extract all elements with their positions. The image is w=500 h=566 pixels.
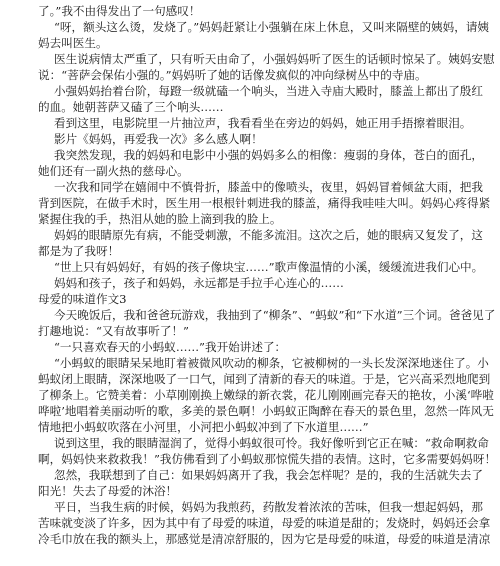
text-line: 她们还有一副火热的慈母心。 — [38, 164, 189, 178]
text-line: 平日，当我生病的时候，妈妈为我煎药，药散发着浓浓的苦味，但我一想起妈妈，那 — [54, 500, 483, 514]
text-line: 今天晚饭后，我和爸爸玩游戏，我抽到了“柳条”、“蚂蚁”和“下水道”三个词。爸爸见了 — [54, 308, 496, 322]
text-line: 打趣地说：“又有故事听了！” — [38, 324, 189, 338]
text-line: 我突然发现，我的妈妈和电影中小强的妈妈多么的相像：瘦弱的身体，苍白的面孔， — [54, 148, 483, 162]
text-line: 了柳条上。它赞美着：小草刚刚换上嫩绿的新衣裳，花儿刚刚画完春天的艳妆，小溪‘哗啦 — [38, 388, 494, 402]
text-line: 小强妈妈抬着台阶，每蹬一级就磕一个响头，当进入寺庙大殿时，膝盖上都出了殷红 — [54, 84, 483, 98]
text-line: 妈去叫医生。 — [38, 36, 108, 50]
text-line: 冷毛巾放在我的额头上，那感觉是清凉舒服的，因为它是母爱的味道，母爱的味道是清凉 — [38, 532, 491, 546]
text-line: 说到这里，我的眼睛湿润了，觉得小蚂蚁很可怜。我好像听到它正在喊：“救命啊救命 — [54, 436, 489, 450]
text-line: “世上只有妈妈好，有妈的孩子像块宝……”歌声像温情的小溪，缓缓流进我们心中。 — [54, 260, 484, 274]
text-line: 说：“菩萨会保佑小强的。”妈妈听了她的话像发疯似的冲向绿树丛中的寺庙。 — [38, 68, 427, 82]
text-line: 了。”我不由得发出了一句感叹！ — [38, 4, 201, 18]
text-line: 都是为了我呀！ — [38, 244, 120, 258]
text-line: 紧握住我的手，热泪从她的脸上滴到我的脸上。 — [38, 212, 282, 226]
text-line: 妈妈和孩子，孩子和妈妈，永远都是手拉手心连心的…… — [54, 276, 344, 290]
text-line: 一次我和同学在嬉闹中不慎骨折，膝盖中的像喷头，夜里，妈妈冒着倾盆大雨，把我 — [54, 180, 483, 194]
text-line: 影片《妈妈，再爱我一次》多么感人啊！ — [54, 132, 263, 146]
text-line: 苦味就变淡了许多，因为其中有了母爱的味道，母爱的味道是甜的；发烧时，妈妈还会拿 — [38, 516, 491, 530]
text-line: 看到这里，电影院里一片抽泣声，我看看坐在旁边的妈妈，她正用手捂擦着眼泪。 — [54, 116, 472, 130]
text-line: 背到医院，在做手术时，医生用一根根针刺进我的膝盖，痛得我哇哇大叫。妈妈心疼得紧 — [38, 196, 491, 210]
text-line: 医生说病情太严重了，只有听天由命了，小强妈妈听了医生的话顿时惊呆了。姨妈安慰 — [54, 52, 495, 66]
text-line: 哗啦’地唱着美丽动听的歌，多美的景色啊！小蚂蚁正陶醉在春天的景色里，忽然一阵风无 — [38, 404, 494, 418]
section-heading: 母爱的味道作文3 — [38, 292, 127, 306]
text-line: 蚂蚁闭上眼睛，深深地吸了一口气，闻到了清新的春天的味道。于是，它兴高采烈地爬到 — [38, 372, 491, 386]
text-line: 的血。她朝菩萨又磕了三个响头…… — [38, 100, 224, 114]
text-line: “呀，额头这么烫，发烧了。”妈妈赶紧让小强躺在床上休息，又叫来隔壁的姨妈，请姨 — [54, 20, 490, 34]
text-line: 啊，妈妈快来救救我！”我仿佛看到了小蚂蚁那惊慌失措的表情。这时，它多需要妈妈呀！ — [38, 452, 497, 466]
text-line: “小蚂蚁的眼睛呆呆地盯着被微风吹动的柳条，它被柳树的一头长发深深地迷住了。小 — [54, 356, 489, 370]
text-line: 忽然，我联想到了自己：如果妈妈离开了我，我会怎样呢？是的，我的生活就失去了 — [54, 468, 483, 482]
text-line: “一只喜欢春天的小蚂蚁……”我开始讲述了： — [54, 340, 287, 354]
text-line: 情地把小蚂蚁吹落在小河里，小河把小蚂蚁冲到了下水道里……” — [38, 420, 369, 434]
text-line: 阳光！失去了母爱的沐浴！ — [38, 484, 178, 498]
text-line: 妈妈的眼睛原先有病，不能受刺激，不能多流泪。这次之后，她的眼病又复发了，这 — [54, 228, 483, 242]
